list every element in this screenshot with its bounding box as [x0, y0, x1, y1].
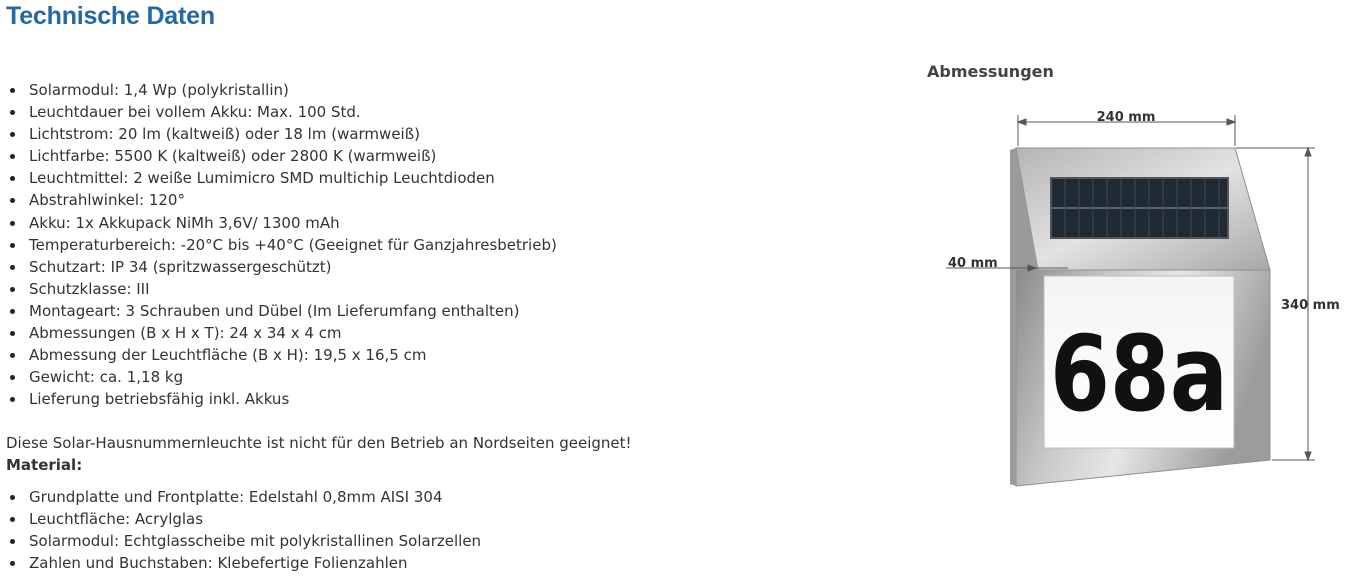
spec-item: Solarmodul: 1,4 Wp (polykristallin): [6, 79, 557, 101]
material-item: Leuchtfläche: Acrylglas: [6, 508, 481, 530]
depth-label: 40 mm: [948, 256, 998, 271]
width-label: 240 mm: [1096, 110, 1156, 125]
spec-item: Montageart: 3 Schrauben und Dübel (Im Lieferumfang enthalten): [6, 300, 557, 322]
spec-item: Leuchtmittel: 2 weiße Lumimicro SMD multichip Leuchtdioden: [6, 167, 557, 189]
page-title: Technische Daten: [6, 2, 215, 30]
spec-item: Schutzklasse: III: [6, 278, 557, 300]
material-item: Grundplatte und Frontplatte: Edelstahl 0,8mm AISI 304: [6, 486, 481, 508]
spec-item: Akku: 1x Akkupack NiMh 3,6V/ 1300 mAh: [6, 212, 557, 234]
spec-item: Leuchtdauer bei vollem Akku: Max. 100 Std.: [6, 101, 557, 123]
spec-item: Abmessungen (B x H x T): 24 x 34 x 4 cm: [6, 322, 557, 344]
spec-item: Abstrahlwinkel: 120°: [6, 189, 557, 211]
spec-list: [6, 79, 557, 410]
material-heading: Material:: [6, 456, 83, 474]
material-list: [6, 486, 481, 574]
spec-item: Temperaturbereich: -20°C bis +40°C (Geeignet für Ganzjahresbetrieb): [6, 234, 557, 256]
spec-item: Gewicht: ca. 1,18 kg: [6, 366, 557, 388]
material-item: Solarmodul: Echtglasscheibe mit polykristallinen Solarzellen: [6, 530, 481, 552]
house-number-text: 68a: [1050, 313, 1228, 435]
spec-item: Schutzart: IP 34 (spritzwassergeschützt): [6, 256, 557, 278]
north-side-note: Diese Solar-Hausnummernleuchte ist nicht für den Betrieb an Nordseiten geeignet!: [6, 434, 632, 452]
material-item: Zahlen und Buchstaben: Klebefertige Folienzahlen: [6, 552, 481, 574]
spec-item: Lieferung betriebsfähig inkl. Akkus: [6, 388, 557, 410]
spec-item: Lichtfarbe: 5500 K (kaltweiß) oder 2800 K (warmweiß): [6, 145, 557, 167]
spec-item: Lichtstrom: 20 lm (kaltweiß) oder 18 lm (warmweiß): [6, 123, 557, 145]
height-label: 340 mm: [1281, 298, 1340, 313]
spec-item: Abmessung der Leuchtfläche (B x H): 19,5 x 16,5 cm: [6, 344, 557, 366]
solar-panel: [1051, 178, 1228, 238]
house-number-light: [1010, 148, 1270, 486]
product-dimension-drawing: [940, 100, 1345, 495]
dimensions-heading: Abmessungen: [927, 62, 1054, 81]
